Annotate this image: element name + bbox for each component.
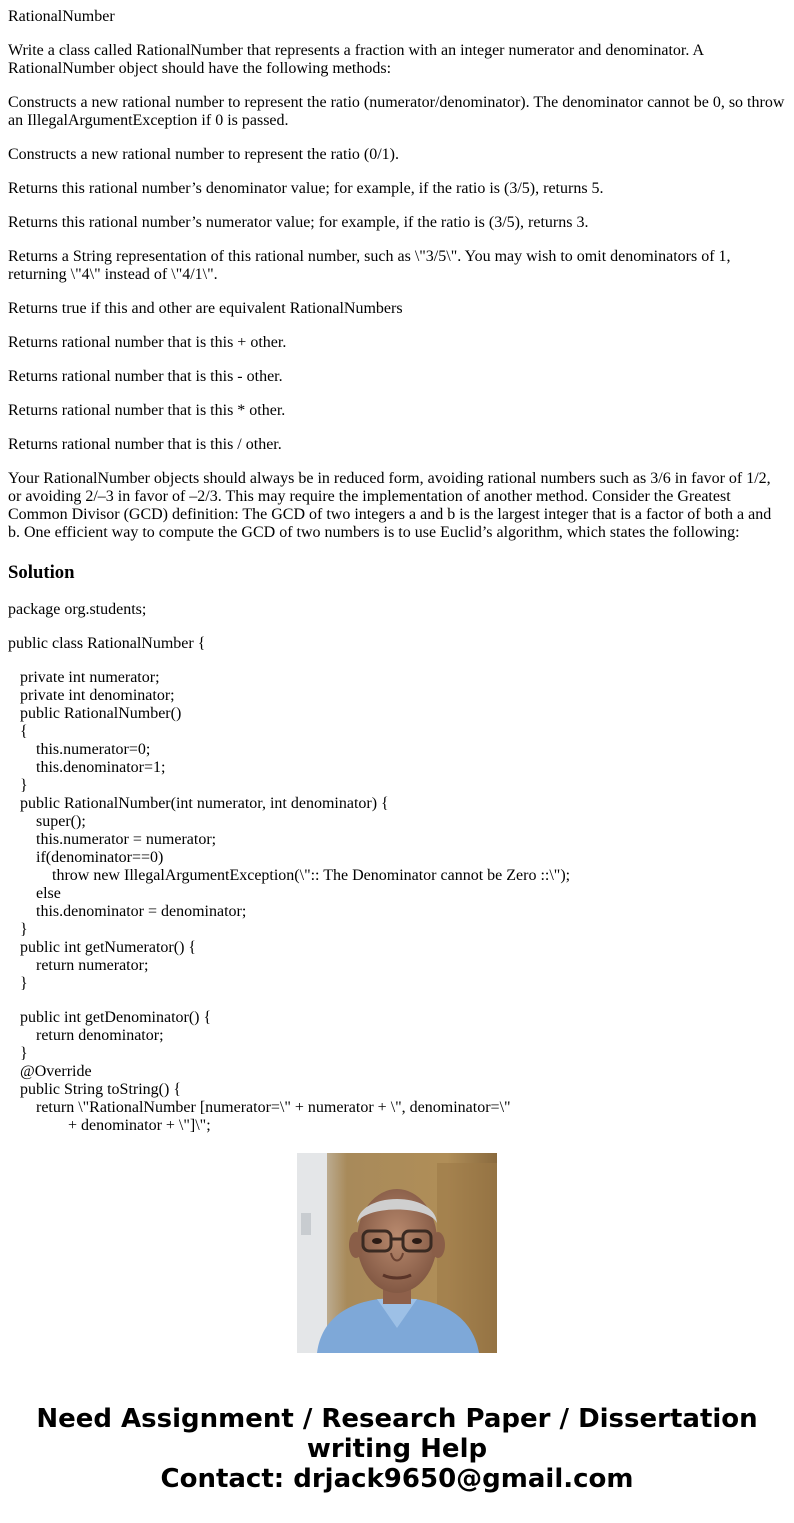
paragraph-reduced-form: Your RationalNumber objects should always be in reduced form, avoiding rational numbers such as 3/6 in favor of 1/2, or avoiding 2/–3 in favor of –2/3. This may require the implementation of another method. Consider the Greatest Common Divisor (GCD) definition: The GCD of two integers a and b is the largest integer that is a factor of both a and b. One efficient way to compute the GCD of two numbers is to use Euclid’s algorithm, which states the following: <box>8 470 772 541</box>
portrait-image <box>297 1153 497 1353</box>
solution-code <box>8 601 786 1134</box>
code-line: private int denominator; <box>8 687 175 704</box>
code-line: public String toString() { <box>8 1081 182 1098</box>
code-line: } <box>8 921 28 938</box>
author-photo <box>297 1153 497 1353</box>
code-line: this.numerator=0; <box>8 741 151 758</box>
code-line: + denominator + \"]\"; <box>8 1117 211 1134</box>
paragraph-constructor-args: Constructs a new rational number to represent the ratio (numerator/denominator). The denominator cannot be 0, so throw an IllegalArgumentException if 0 is passed. <box>8 94 785 129</box>
paragraph-get-numerator: Returns this rational number’s numerator value; for example, if the ratio is (3/5), returns 3. <box>8 214 589 231</box>
code-line: public int getDenominator() { <box>8 1009 212 1026</box>
code-line: private int numerator; <box>8 669 160 686</box>
promo-line: writing Help <box>306 1434 488 1464</box>
solution-heading: Solution <box>8 562 75 583</box>
promo-line: Need Assignment / Research Paper / Dissertation <box>36 1404 758 1434</box>
paragraph-to-string: Returns a String representation of this rational number, such as \"3/5\". You may wish to omit denominators of 1, returning \"4\" instead of \"4/1\". <box>8 248 731 283</box>
code-line: { <box>8 723 28 740</box>
code-line: if(denominator==0) <box>8 849 164 866</box>
paragraph-add: Returns rational number that is this + other. <box>8 334 287 351</box>
code-line: public RationalNumber() <box>8 705 182 722</box>
code-block <box>8 1009 786 1135</box>
code-line: } <box>8 777 28 794</box>
paragraph-multiply: Returns rational number that is this * other. <box>8 402 286 419</box>
promo-banner <box>0 1404 794 1494</box>
paragraph-subtract: Returns rational number that is this - other. <box>8 368 283 385</box>
code-line: else <box>8 885 61 902</box>
code-line: throw new IllegalArgumentException(\":: The Denominator cannot be Zero ::\"); <box>8 867 571 884</box>
code-line: } <box>8 975 28 992</box>
code-line: this.numerator = numerator; <box>8 831 217 848</box>
code-line: public RationalNumber(int numerator, int denominator) { <box>8 795 389 812</box>
paragraph-intro: Write a class called RationalNumber that represents a fraction with an integer numerator and denominator. A RationalNumber object should have the following methods: <box>8 42 704 77</box>
code-block <box>8 669 786 993</box>
code-line: super(); <box>8 813 86 830</box>
code-line: } <box>8 1045 28 1062</box>
paragraph-constructor-default: Constructs a new rational number to represent the ratio (0/1). <box>8 146 399 163</box>
code-line: public int getNumerator() { <box>8 939 197 956</box>
paragraph-equals: Returns true if this and other are equivalent RationalNumbers <box>8 300 403 317</box>
code-line: return denominator; <box>8 1027 164 1044</box>
document-title: RationalNumber <box>8 8 115 25</box>
promo-contact: Contact: drjack9650@gmail.com <box>160 1464 634 1494</box>
document-body <box>8 0 786 1134</box>
paragraph-get-denominator: Returns this rational number’s denominator value; for example, if the ratio is (3/5), returns 5. <box>8 180 604 197</box>
code-line: return \"RationalNumber [numerator=\" + numerator + \", denominator=\" <box>8 1099 511 1116</box>
code-line: return numerator; <box>8 957 149 974</box>
paragraph-divide: Returns rational number that is this / other. <box>8 436 282 453</box>
code-line: this.denominator=1; <box>8 759 166 776</box>
code-line: package org.students; <box>8 601 147 618</box>
code-line: this.denominator = denominator; <box>8 903 247 920</box>
code-line: @Override <box>8 1063 92 1080</box>
code-line: public class RationalNumber { <box>8 635 206 652</box>
